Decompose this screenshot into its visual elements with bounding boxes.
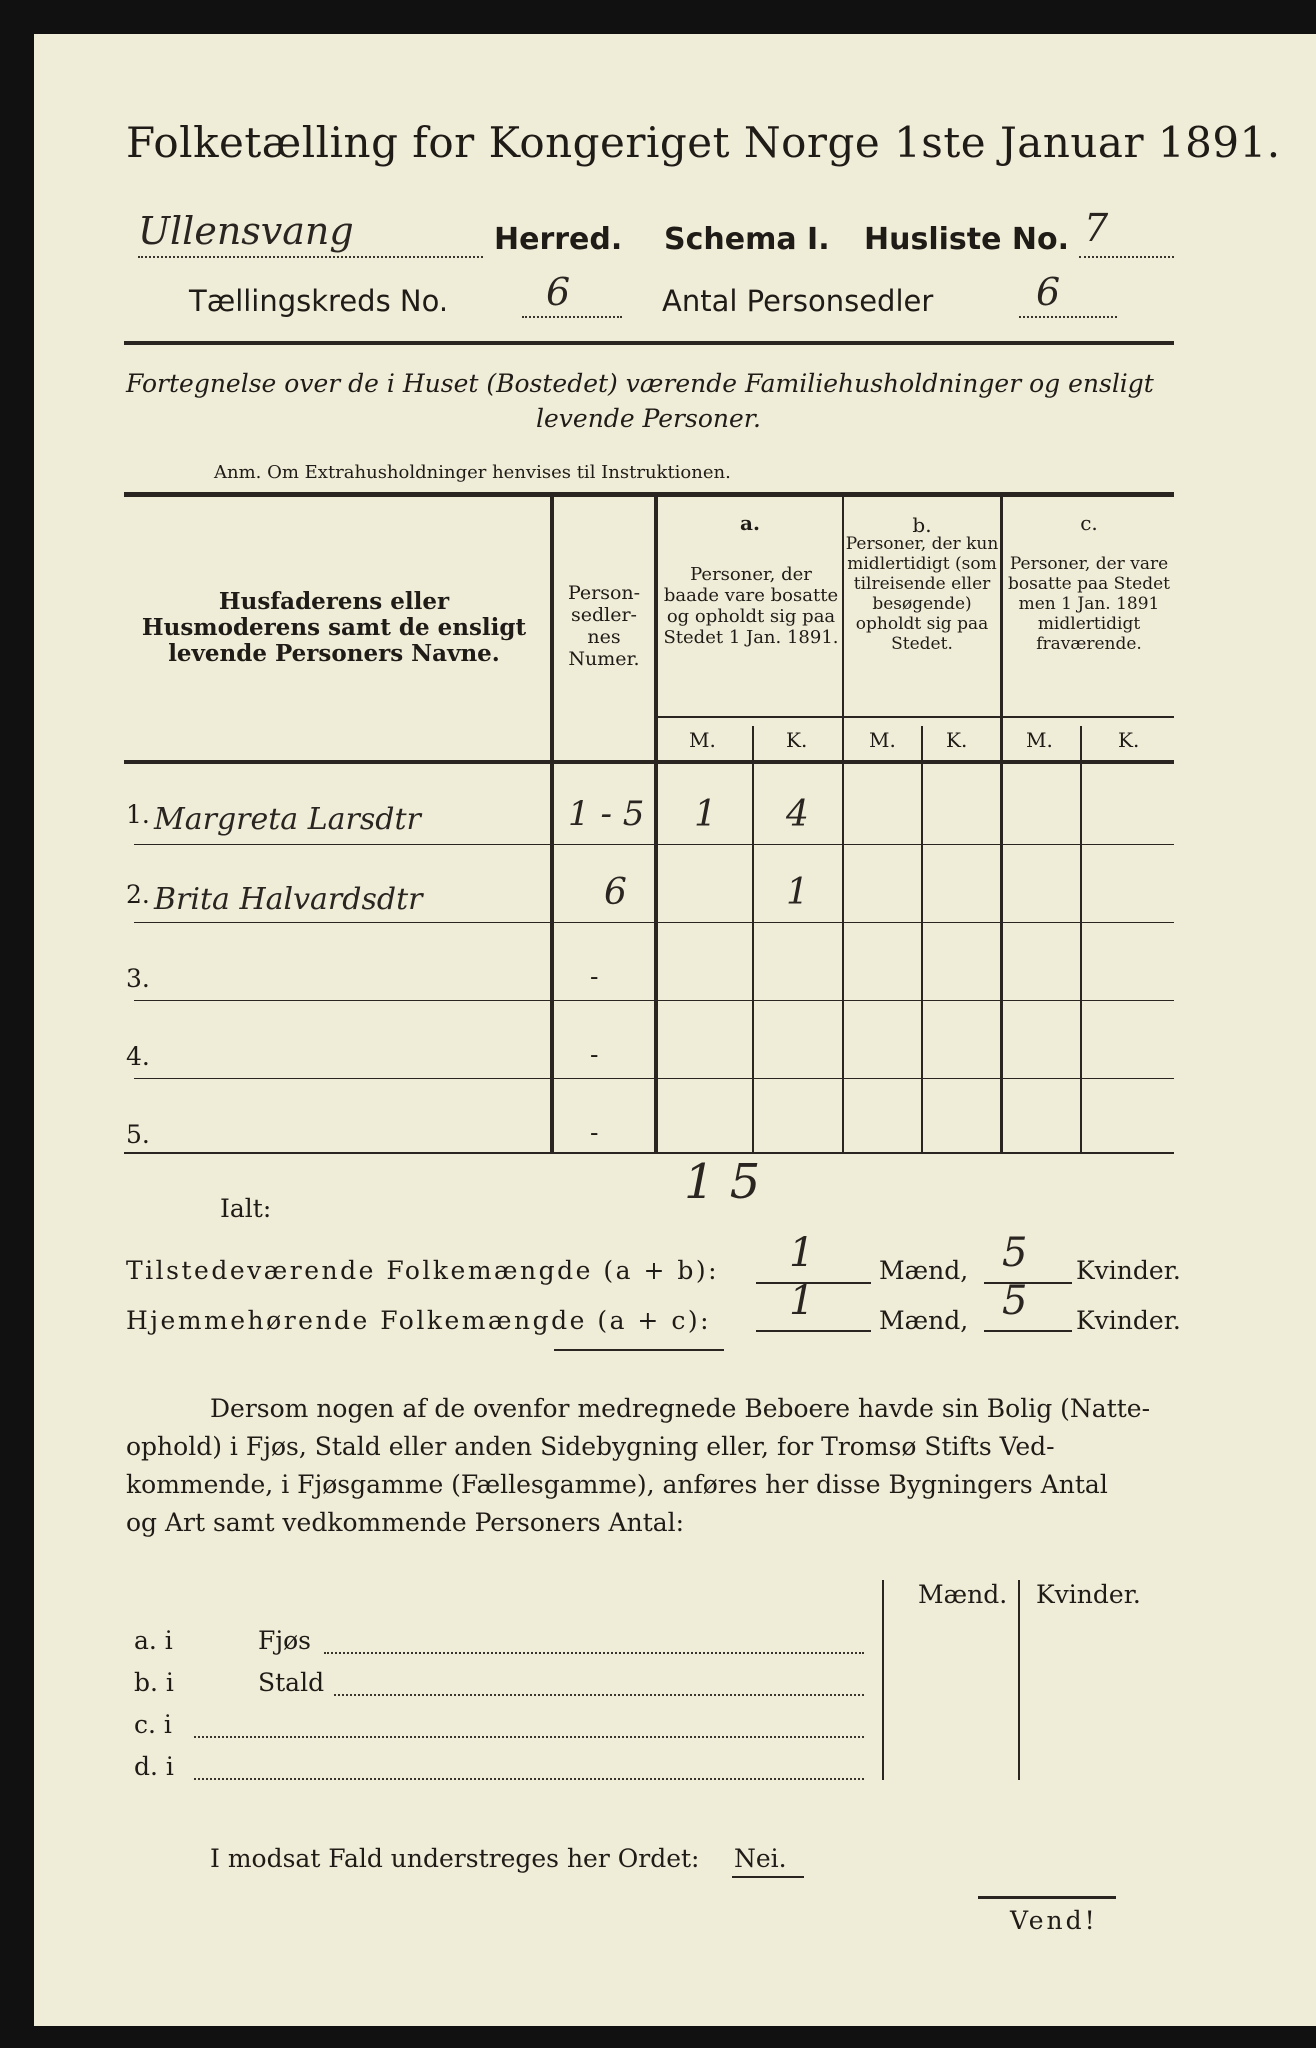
antal-label: Antal Personsedler	[662, 284, 934, 318]
b-m-head: M.	[869, 728, 896, 752]
tilst-kvinder-label: Kvinder.	[1076, 1256, 1181, 1285]
header-rule	[124, 341, 1174, 345]
modsat-text: I modsat Fald understreges her Ordet:	[210, 1844, 700, 1873]
hjem-kvinder-value: 5	[1002, 1278, 1028, 1324]
col-header-names: Husfaderens eller Husmoderens samt de ensligt levende Personers Navne.	[141, 588, 527, 667]
fjos-divider-1	[882, 1580, 884, 1780]
kreds-label: Tællingskreds No.	[189, 284, 449, 318]
husliste-label: Husliste No.	[864, 222, 1069, 257]
row-3-rule	[134, 1000, 1174, 1001]
table-top-rule	[124, 492, 1174, 497]
hjem-label: Hjemmehørende Folkemængde (a + c):	[126, 1306, 711, 1335]
table-head-rule	[124, 760, 1174, 764]
antal-dots	[1019, 316, 1117, 318]
tilst-maend-label: Mænd,	[879, 1256, 969, 1285]
row-2-name: Brita Halvardsdtr	[154, 882, 423, 917]
husliste-value: 7	[1084, 206, 1109, 250]
col-header-b: Personer, der kun midlertidigt (som tilreisende eller besøgende) opholdt sig paa Stedet.	[845, 534, 999, 654]
vend-rule	[978, 1896, 1116, 1899]
hjem-kvinder-line	[984, 1330, 1072, 1332]
row-2-a-k: 1	[786, 872, 809, 913]
row-1-a-k: 4	[786, 794, 809, 835]
c-m-head: M.	[1026, 728, 1053, 752]
hjem-maend-line	[756, 1330, 871, 1332]
kreds-value: 6	[546, 270, 571, 314]
schema-label: Schema I.	[664, 222, 830, 257]
col-a-letter: a.	[740, 511, 760, 535]
row-4-rule	[134, 1078, 1174, 1079]
item-a-letter: a. i	[134, 1626, 173, 1655]
form-title: Folketælling for Kongeriget Norge 1ste Januar 1891.	[126, 118, 1281, 167]
col-header-c: Personer, der vare bosatte paa Stedet men 1 Jan. 1891 midlertidigt fraværende.	[1008, 554, 1170, 654]
col-header-a: Personer, der baade vare bosatte og opholdt sig paa Stedet 1 Jan. 1891.	[663, 564, 839, 648]
c-mk-divider	[1080, 726, 1082, 1152]
b-k-head: K.	[946, 728, 968, 752]
table-bottom-rule	[124, 1152, 1174, 1154]
col-b-letter: b.	[912, 513, 932, 537]
fjos-kvinder-head: Kvinder.	[1036, 1580, 1141, 1609]
ialt-label: Ialt:	[220, 1194, 272, 1223]
tilst-kvinder-line	[984, 1282, 1072, 1284]
tilst-kvinder-value: 5	[1002, 1230, 1028, 1276]
col-divider-2	[654, 497, 658, 1152]
dersom-line-4: og Art samt vedkommende Personers Antal:	[126, 1508, 685, 1537]
herred-value: Ullensvang	[138, 209, 354, 253]
hjem-maend-label: Mænd,	[879, 1306, 969, 1335]
dersom-line-2: ophold) i Fjøs, Stald eller anden Sidebygning eller, for Tromsø Stifts Ved-	[126, 1432, 1055, 1461]
row-1-name: Margreta Larsdtr	[154, 802, 421, 837]
col-header-numer: Person-sedler-nes Numer.	[567, 582, 641, 670]
row-2-numer: 6	[604, 872, 627, 913]
row-1-number: 1.	[126, 800, 150, 829]
col-divider-1	[550, 497, 554, 1152]
a-mk-divider	[752, 726, 754, 1152]
herred-label: Herred.	[494, 222, 623, 257]
row-2-rule	[134, 922, 1174, 923]
hjem-maend-value: 1	[789, 1278, 815, 1324]
separator-rule	[554, 1349, 724, 1351]
item-a-dots	[324, 1652, 864, 1654]
kreds-dots	[522, 316, 622, 318]
a-k-head: K.	[786, 728, 808, 752]
a-m-head: M.	[689, 728, 716, 752]
item-b-text: Stald	[258, 1668, 325, 1697]
fjos-divider-2	[1018, 1580, 1020, 1780]
fjos-maend-head: Mænd.	[918, 1580, 1008, 1609]
row-5-number: 5.	[126, 1120, 150, 1149]
item-b-letter: b. i	[134, 1668, 174, 1697]
tilst-maend-value: 1	[789, 1230, 815, 1276]
nei-underline	[732, 1876, 804, 1878]
census-form-page	[34, 34, 1316, 2026]
row-4-numer: -	[590, 1040, 599, 1069]
item-d-letter: d. i	[134, 1752, 174, 1781]
husliste-dots	[1079, 256, 1174, 258]
item-b-dots	[334, 1694, 864, 1696]
row-3-numer: -	[590, 962, 599, 991]
col-divider-4	[1000, 497, 1003, 1152]
item-a-text: Fjøs	[258, 1626, 311, 1655]
row-1-a-m: 1	[694, 794, 717, 835]
item-d-dots	[194, 1778, 864, 1780]
tilst-label: Tilstedeværende Folkemængde (a + b):	[126, 1256, 720, 1285]
row-1-numer: 1 - 5	[568, 794, 645, 834]
b-mk-divider	[921, 726, 923, 1152]
row-1-rule	[134, 844, 1174, 845]
dersom-line-3: kommende, i Fjøsgamme (Fællesgamme), anføres her disse Bygningers Antal	[126, 1470, 1108, 1499]
item-c-dots	[194, 1736, 864, 1738]
item-c-letter: c. i	[134, 1710, 172, 1739]
intro-line-2: levende Personer.	[536, 404, 761, 433]
hjem-kvinder-label: Kvinder.	[1076, 1306, 1181, 1335]
antal-value: 6	[1036, 270, 1061, 314]
col-c-letter: c.	[1080, 511, 1098, 535]
ialt-handwritten: 1 5	[684, 1154, 761, 1210]
c-k-head: K.	[1118, 728, 1140, 752]
row-4-number: 4.	[126, 1042, 150, 1071]
intro-line-1: Fortegnelse over de i Huset (Bostedet) værende Familiehusholdninger og ensligt	[126, 369, 1154, 398]
dersom-line-1: Dersom nogen af de ovenfor medregnede Beboere havde sin Bolig (Natte-	[210, 1394, 1151, 1423]
anm-note: Anm. Om Extrahusholdninger henvises til Instruktionen.	[214, 462, 731, 483]
row-3-number: 3.	[126, 964, 150, 993]
nei-word: Nei.	[734, 1844, 787, 1873]
vend-text: Vend!	[1010, 1906, 1098, 1935]
row-5-numer: -	[590, 1118, 599, 1147]
herred-dots	[138, 256, 483, 258]
row-2-number: 2.	[126, 880, 150, 909]
mk-head-rule	[658, 716, 1174, 718]
